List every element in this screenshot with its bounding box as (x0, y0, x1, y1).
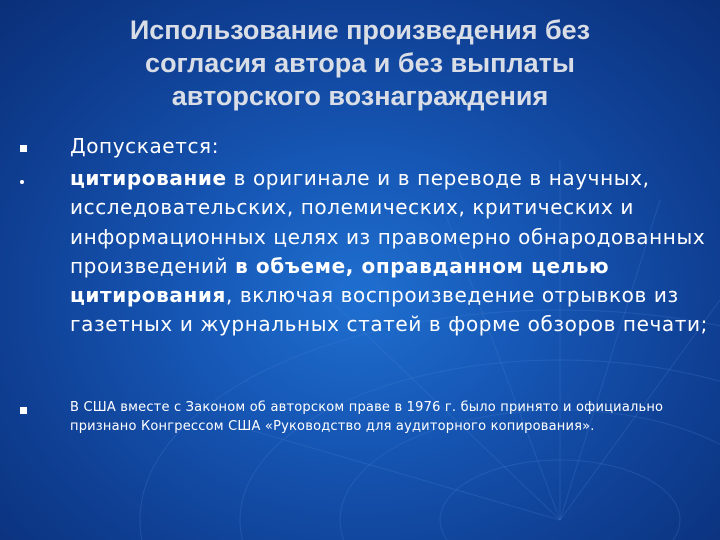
text-span: , включая воспроизведение отрывков из газетных и журнальных статей в форме обзоров печати; (70, 283, 708, 337)
title-line: авторского вознаграждения (171, 81, 549, 111)
square-bullet-icon (20, 407, 30, 414)
bold-term: цитирование (70, 166, 227, 190)
title-line: Использование произведения без (129, 15, 591, 45)
bold-phrase: в объеме, оправданном целью цитирования (70, 253, 610, 308)
square-bullet-icon (20, 145, 30, 152)
slide-title (60, 14, 660, 113)
text-span: в оригинале и в переводе в научных, исследовательских, полемических, критических и информационных целях из правомерно обнародованных произведений (70, 166, 706, 278)
bullet-text (70, 164, 710, 340)
dot-bullet-icon (20, 180, 30, 184)
bullet-text: В США вместе с Законом об авторском праве в 1976 г. было принято и официально признано Конгрессом США «Руководство для аудиторного копирования». (70, 400, 664, 434)
title-line: согласия автора и без выплаты (145, 48, 575, 78)
bullet-text: Допускается: (70, 134, 220, 158)
